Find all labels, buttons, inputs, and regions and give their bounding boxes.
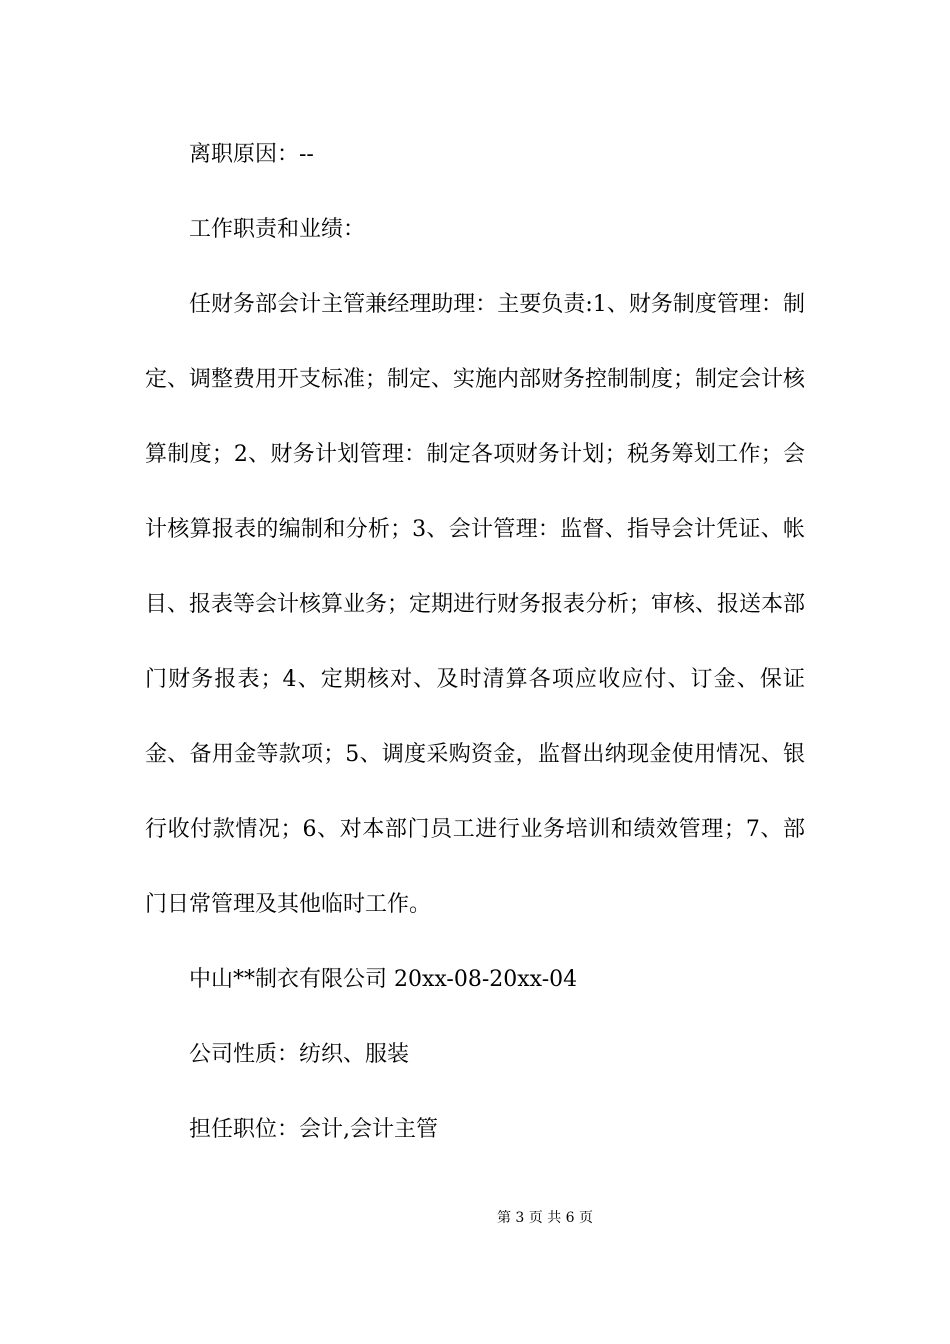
duties-paragraph: 任财务部会计主管兼经理助理：主要负责:1、财务制度管理：制定、调整费用开支标准；制定、实施内部财务控制制度；制定会计核算制度；2、财务计划管理：制定各项财务计划；税务筹划工作；会计核算报表的编制和分析；3、会计管理：监督、指导会计凭证、帐目、报表等会计核算业务；定期进行财务报表分析；审核、报送本部门财务报表；4、定期核对、及时清算各项应收应付、订金、保证金、备用金等款项；5、调度采购资金，监督出纳现金使用情况、银行收付款情况；6、对本部门员工进行业务培训和绩效管理；7、部门日常管理及其他临时工作。: [145, 292, 806, 917]
page-number-footer: 第 3 页 共 6 页: [496, 1210, 594, 1226]
company-line: 中山**制衣有限公司 20xx-08-20xx-04: [189, 967, 578, 992]
duties-heading: 工作职责和业绩：: [189, 217, 366, 242]
company-nature-line: 公司性质：纺织、服装: [189, 1042, 410, 1067]
position-line: 担任职位：会计,会计主管: [189, 1117, 438, 1142]
leave-reason-line: 离职原因：--: [189, 142, 314, 167]
